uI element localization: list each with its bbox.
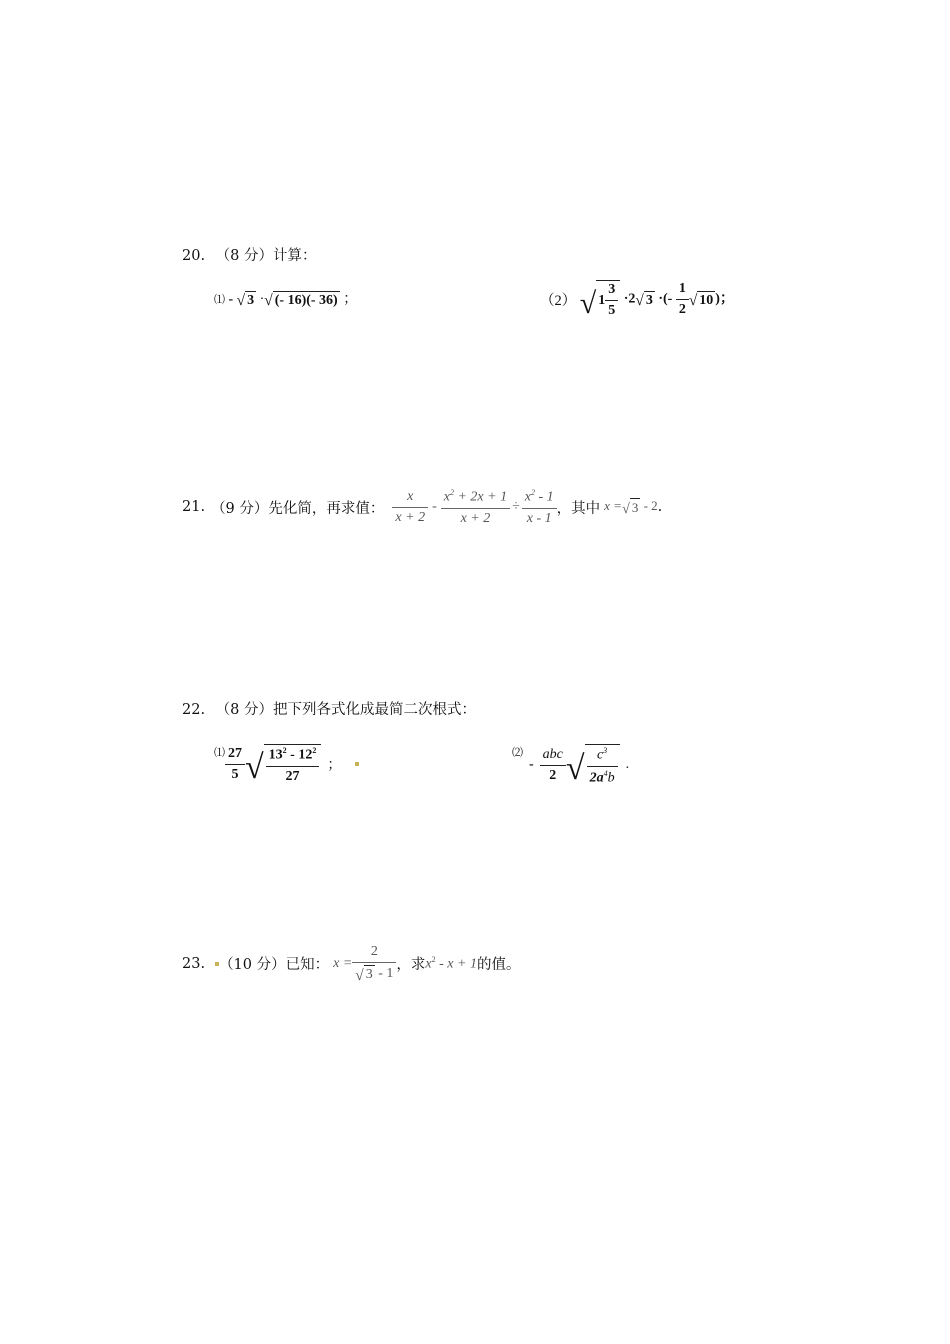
question-points: （10 分） <box>219 957 286 973</box>
question-number: 20. <box>182 248 206 264</box>
part-label: ⑴ <box>214 294 225 306</box>
sqrt-fraction: √ $\frac{c^3}{2a^4b}$ <box>566 744 620 786</box>
question-23 <box>182 944 520 983</box>
sqrt-expression: √ (- 16)(- 36) <box>264 292 338 310</box>
part-label: ⑴ <box>214 747 225 759</box>
question-20-part-2 <box>540 280 734 319</box>
question-title: 先化简，再求值： <box>268 500 385 517</box>
punctuation: )； <box>715 291 734 307</box>
coefficient-fraction: $\frac{27}{5}$ <box>225 746 245 783</box>
multiply-dot: · <box>259 292 265 307</box>
question-20-heading <box>182 244 317 265</box>
question-title: 把下列各式化成最简二次根式： <box>273 702 477 718</box>
question-title: 计算： <box>273 248 317 264</box>
ask-tail: 的值。 <box>476 957 521 973</box>
x-equals: x = <box>333 955 353 971</box>
punctuation: . <box>625 757 630 773</box>
question-points: （8 分） <box>215 702 274 718</box>
question-22-heading <box>182 698 476 719</box>
minus-sign: - <box>529 757 534 773</box>
fraction-3: $\frac{x^2 - 1}{x - 1}$ <box>522 488 557 527</box>
condition: x = √ 3 - 2 <box>604 498 658 518</box>
question-title: 已知： <box>285 957 330 973</box>
part-label: （2） <box>540 293 577 309</box>
question-22-part-2 <box>512 744 629 786</box>
sqrt-expression: √ 10 <box>688 292 714 310</box>
question-number: 21. <box>182 499 206 516</box>
multiply-term: ·2 <box>623 291 636 307</box>
question-20-part-1 <box>214 288 357 309</box>
question-22-part-1 <box>214 744 359 785</box>
coefficient-fraction: $\frac{\text{abc}}{2}$ <box>540 747 566 784</box>
question-number: 23. <box>182 955 206 972</box>
minus-sign: - <box>228 292 234 307</box>
ask-label: ，求 <box>396 957 426 973</box>
fraction: $\frac{1}{2}$ <box>676 281 689 318</box>
punctuation: ； <box>327 758 342 774</box>
question-21: 21. （9 分） 先化简，再求值： $\frac{x}{x + 2}$ - $\frac{x^2 + 2x + 1}{x + 2}$ ÷ $\frac{x^2 - 1}{x - 1}$ ，其中 x = √ 3 - 2 . <box>182 488 663 526</box>
sqrt-expression: √ 3 <box>635 292 653 310</box>
multiply-term: ·(- <box>658 291 673 307</box>
expression: $\frac{x}{x + 2}$ - $\frac{x^2 + 2x + 1}{x + 2}$ ÷ $\frac{x^2 - 1}{x - 1}$ <box>392 488 556 527</box>
question-number: 22. <box>182 702 206 718</box>
given-fraction: 2 √ 3 - 1 <box>352 944 396 983</box>
punctuation: ； <box>343 292 358 307</box>
question-points: （8 分） <box>215 248 274 264</box>
fraction-1: $\frac{x}{x + 2}$ <box>392 489 428 526</box>
fraction-2: $\frac{x^2 + 2x + 1}{x + 2}$ <box>441 488 510 527</box>
sqrt-mixed-number: √ 1 $\frac{3}{5}$ <box>580 280 620 319</box>
sqrt-expression: √ 3 <box>236 292 255 310</box>
condition-label: ，其中 <box>556 500 601 517</box>
sqrt-fraction: √ $\frac{13^2 - 12^2}{27}$ <box>245 744 321 785</box>
question-points: （9 分） <box>211 500 269 517</box>
part-label: ⑵ <box>512 747 523 759</box>
marker-dot <box>355 762 359 766</box>
target-expression: $x^2 - x + 1$ <box>425 954 477 972</box>
fraction: $\frac{3}{5}$ <box>605 282 618 319</box>
